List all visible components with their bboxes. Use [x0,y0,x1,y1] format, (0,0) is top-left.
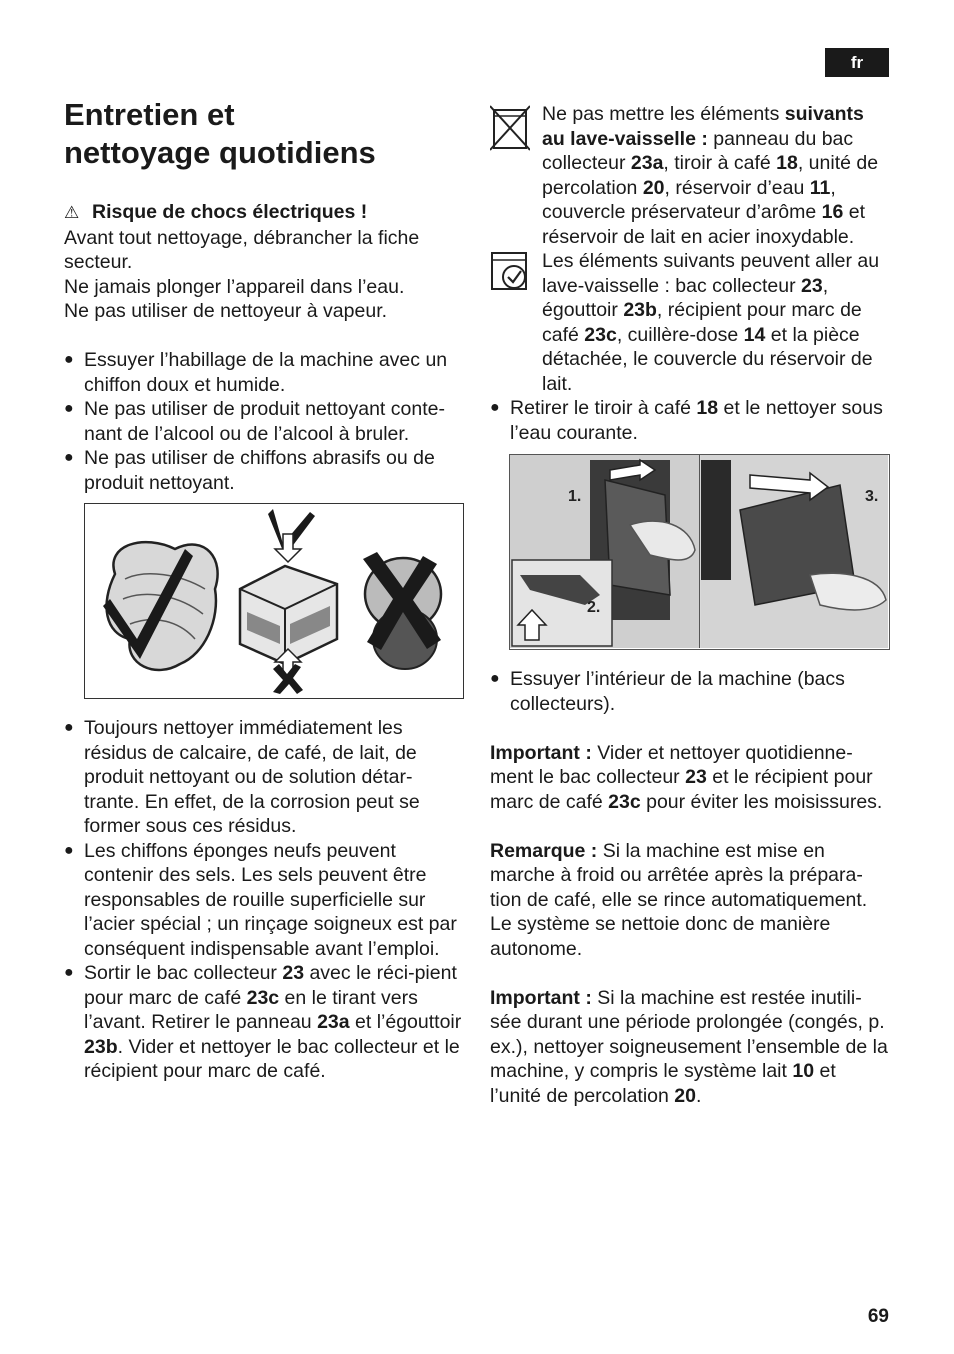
title-line-1: Entretien et [64,97,235,132]
right-column-top [490,102,890,445]
list-item: ● Retirer le tiroir à café 18 et le nettoyer sous l’eau courante. [490,396,890,445]
warning-line-2: Ne jamais plonger l’appareil dans l’eau. [64,275,405,298]
cleaning-materials-figure [84,503,464,699]
cleaning-materials-illustration [85,504,462,697]
dishwasher-crossed-icon [490,104,530,152]
list-item: ● Les chiffons éponges neufs peuvent contenir des sels. Les sels peuvent être responsables de rouille superficielle sur l’acier spécial ; un rinçage soigneux est par conséquent indispensable avant l’emploi. [64,839,466,962]
title-line-2: nettoyage quotidiens [64,135,376,170]
warning-icon: ⚠ [64,203,80,222]
left-column-top [64,200,466,495]
list-item: ● Ne pas utiliser de chiffons abrasifs ou de produit nettoyant. [64,446,466,495]
list-item: ● Essuyer l’habillage de la machine avec un chiffon doux et humide. [64,348,466,397]
right-column-bottom [490,667,890,1108]
warning-heading: ⚠ Risque de chocs électriques ! [64,200,466,226]
page-number: 69 [867,1306,889,1327]
list-item: ● Ne pas utiliser de produit nettoyant conte-nant de l’alcool ou de l’alcool à bruler. [64,397,466,446]
coffee-drawer-illustration [510,455,888,648]
remark-note: Remarque : Si la machine est mise en marche à froid ou arrêtée après la prépara-tion de café, elle se rince automatiquement. Le système se nettoie donc de manière autonome. [490,839,868,960]
left-column-bottom [64,716,466,1084]
list-item: ● Toujours nettoyer immédiatement les résidus de calcaire, de café, de lait, de produit nettoyant ou de solution détar-trante. En effet, de la corrosion peut se former sous ces résidus. [64,716,466,839]
step-label: 3. [865,488,879,505]
dishwasher-check-icon [490,251,530,293]
step-label: 2. [587,599,601,616]
page-title [64,96,464,172]
warning-line-1: Avant tout nettoyage, débrancher la fiche secteur. [64,226,420,273]
language-tab: fr [825,48,889,77]
coffee-drawer-figure [509,454,890,650]
list-item: ● Sortir le bac collecteur 23 avec le réci-pient pour marc de café 23c en le tirant vers l’avant. Retirer le panneau 23a et l’égouttoir 23b. Vider et nettoyer le bac collecteur et le récipient pour marc de café. [64,961,466,1084]
list-item: ● Essuyer l’intérieur de la machine (bacs collecteurs). [490,667,890,716]
important-note-2: Important : Si la machine est restée inutili-sée durant une période prolongée (congés, p. ex.), nettoyer soigneusement l’ensemble de la machine, y compris le système lait 10 et l’unité de percolation 20. [490,986,888,1107]
warning-line-3: Ne pas utiliser de nettoyeur à vapeur. [64,300,388,322]
no-dishwasher-note: Ne pas mettre les éléments suivants au lave-vaisselle : panneau du bac collecteur 23a, tiroir à café 18, unité de percolation 20, réservoir d’eau 11, couvercle préservateur d’arôme 16 et réservoir de lait en acier inoxydable. [490,102,890,249]
important-note-1: Important : Vider et nettoyer quotidienne-ment le bac collecteur 23 et le récipient pour marc de café 23c pour éviter les moisissures. [490,741,883,813]
step-label: 1. [568,488,582,505]
dishwasher-ok-note: Les éléments suivants peuvent aller au lave-vaisselle : bac collecteur 23, égouttoir 23b, récipient pour marc de café 23c, cuillère-dose 14 et la pièce détachée, le couvercle du réservoir de lait. [490,249,890,396]
